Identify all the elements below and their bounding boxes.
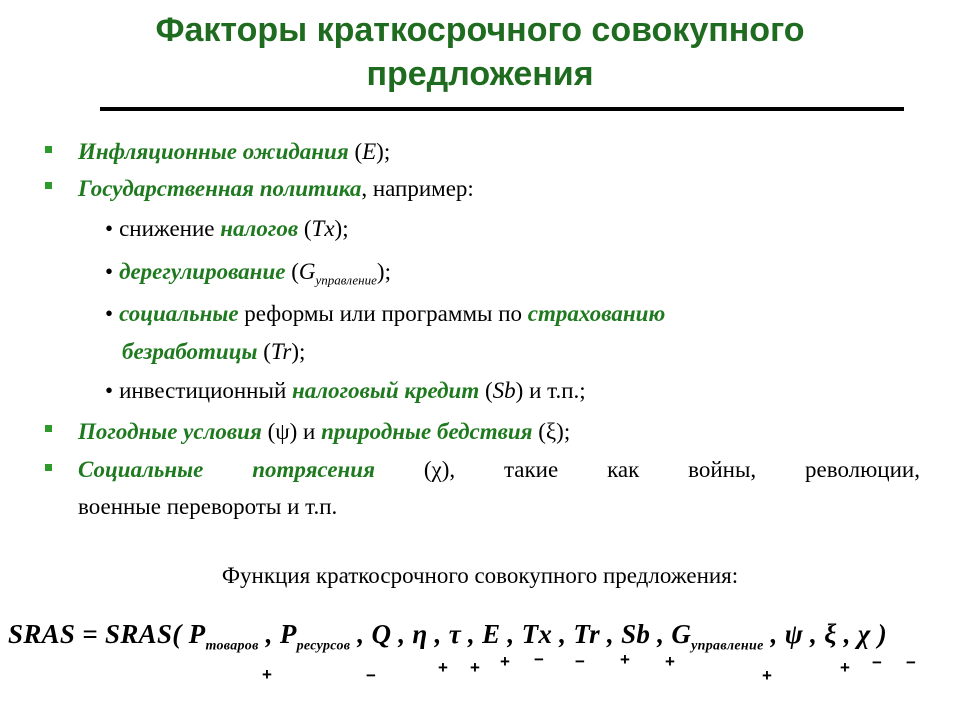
text: ( — [285, 259, 299, 284]
text: военные перевороты и т.п. — [78, 494, 338, 519]
symbol-e: E — [362, 139, 377, 164]
sub-social-reforms — [105, 300, 665, 328]
title-line-2: предложения — [366, 55, 594, 93]
subscript: ресурсов — [296, 638, 351, 654]
keyword: природные бедствия — [321, 419, 533, 444]
title-line-1: Факторы краткосрочного совокупного — [155, 11, 805, 49]
sub-tax-credit — [105, 377, 586, 405]
keyword: Социальные потрясения — [78, 457, 375, 482]
formula-sign: − — [906, 653, 916, 672]
bullet-square-icon — [45, 146, 52, 153]
text: ( — [348, 139, 363, 164]
bullet-dot-icon: • — [105, 301, 114, 326]
formula-sign: + — [620, 650, 630, 669]
formula-sign: − — [534, 650, 544, 669]
text: реформы или программы по — [238, 301, 528, 326]
bullet-dot-icon: • — [105, 216, 114, 241]
formula-tail: , ψ , ξ , χ ) — [763, 619, 887, 649]
text: ) и т.п.; — [515, 378, 586, 403]
factor-social-shocks — [78, 456, 920, 484]
text: , — [258, 619, 280, 649]
symbol-tr: Tr — [270, 339, 292, 364]
sub-deregulation — [105, 258, 391, 295]
formula-p-goods: P — [188, 619, 206, 649]
formula-vars: , Q , η , τ , E , Tx , Tr , Sb , G — [350, 619, 692, 649]
formula-sign: − — [575, 652, 585, 671]
formula-sign: + — [438, 658, 448, 677]
symbol-sb: Sb — [492, 378, 516, 403]
subscript: управление — [691, 638, 764, 654]
factor-inflation — [78, 138, 390, 166]
bullet-dot-icon: • — [105, 378, 114, 403]
factor-social-shocks-cont — [78, 493, 337, 521]
text: ); — [291, 339, 306, 364]
text: ); — [334, 216, 349, 241]
text: ( — [257, 339, 271, 364]
formula-caption: Функция краткосрочного совокупного предложения: — [221, 563, 739, 588]
text: ); — [376, 259, 391, 284]
formula-sign: + — [840, 658, 850, 677]
keyword: налогов — [220, 216, 299, 241]
formula-sign: + — [500, 652, 510, 671]
text: ); — [376, 139, 391, 164]
text: , например: — [361, 176, 474, 201]
formula-sign: − — [366, 666, 376, 685]
symbol-g: G — [298, 259, 316, 284]
keyword: дерегулирование — [119, 259, 286, 284]
factor-inflation-label: Инфляционные ожидания — [78, 139, 349, 164]
subscript: управление — [315, 272, 377, 288]
subscript: товаров — [205, 638, 259, 654]
formula-sign: − — [872, 653, 882, 672]
bullet-square-icon — [45, 425, 52, 432]
formula-sign: + — [762, 666, 772, 685]
keyword: Погодные условия — [78, 419, 262, 444]
formula-p-resources: P — [279, 619, 297, 649]
formula-lhs: SRAS = SRAS( — [8, 619, 189, 649]
text: (ξ); — [532, 419, 571, 444]
text: инвестиционный — [119, 378, 293, 403]
factor-weather — [78, 418, 570, 446]
text: ( — [298, 216, 312, 241]
text: снижение — [119, 216, 221, 241]
text: (ψ) и — [261, 419, 322, 444]
text: (χ), такие как войны, революции, — [374, 457, 920, 482]
bullet-square-icon — [45, 464, 52, 471]
keyword: безработицы — [122, 339, 258, 364]
keyword: социальные — [119, 301, 239, 326]
factor-government-label: Государственная политика — [78, 176, 362, 201]
sras-formula — [8, 619, 887, 654]
formula-sign: + — [262, 665, 272, 684]
sub-taxes — [105, 215, 349, 243]
keyword: налоговый кредит — [292, 378, 480, 403]
keyword: страхованию — [527, 301, 666, 326]
formula-sign: + — [665, 652, 675, 671]
symbol-tx: Tx — [311, 216, 335, 241]
bullet-square-icon — [45, 182, 52, 189]
sub-social-reforms-cont — [122, 338, 305, 366]
factor-government — [78, 175, 474, 203]
text: ( — [479, 378, 493, 403]
bullet-dot-icon: • — [105, 259, 114, 284]
formula-sign: + — [470, 658, 480, 677]
